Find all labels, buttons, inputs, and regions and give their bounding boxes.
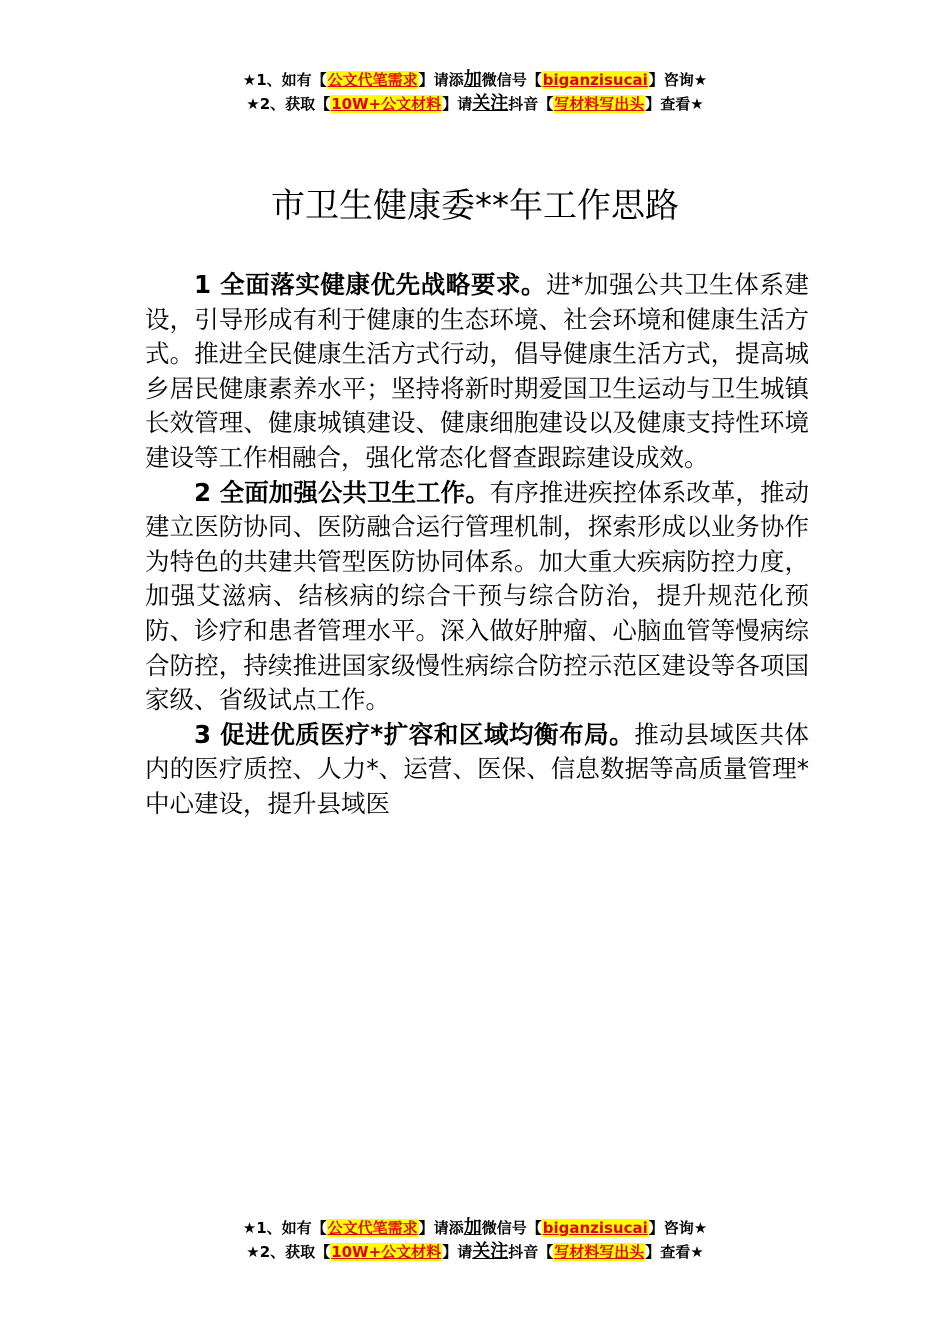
promo-text: 抖音【 xyxy=(508,95,554,113)
promo-text: 】咨询★ xyxy=(648,1219,708,1237)
promo-highlight: biganzisucai xyxy=(542,1219,648,1237)
promo-highlight: biganzisucai xyxy=(542,71,648,89)
promo-line-2 xyxy=(0,92,950,116)
promo-text: 】请添 xyxy=(418,71,464,89)
promo-highlight: 公文代笔需求 xyxy=(327,1219,418,1237)
promo-highlight: 写材料写出头 xyxy=(554,1243,645,1261)
promo-text: 微信号【 xyxy=(481,71,542,89)
paragraph-1 xyxy=(145,268,809,476)
promo-text: 】请 xyxy=(442,1243,473,1261)
promo-text: 】咨询★ xyxy=(648,71,708,89)
paragraph-heading: 3 促进优质医疗*扩容和区域均衡布局。 xyxy=(194,719,635,749)
promo-highlight: 10W+公文材料 xyxy=(331,1243,442,1261)
promo-text: 抖音【 xyxy=(508,1243,554,1261)
paragraph-heading: 2 全面加强公共卫生工作。 xyxy=(194,477,490,507)
paragraph-text: 进*加强公共卫生体系建设，引导形成有利于健康的生态环境、社会环境和健康生活方式。推进全民健康生活方式行动，倡导健康生活方式，提高城乡居民健康素养水平；坚持将新时期爱国卫生运动与卫生城镇长效管理、健康城镇建设、健康细胞建设以及健康支持性环境建设等工作相融合，强化常态化督查跟踪建设成效。 xyxy=(145,270,810,472)
paragraph-text: 有序推进疾控体系改革，推动建立医防协同、医防融合运行管理机制，探索形成以业务协作为特色的共建共管型医防协同体系。加大重大疾病防控力度，加强艾滋病、结核病的综合干预与综合防治，提升规范化预防、诊疗和患者管理水平。深入做好肿瘤、心脑血管等慢病综合防控，持续推进国家级慢性病综合防控示范区建设等各项国家级、省级试点工作。 xyxy=(145,477,810,715)
promo-emphasis: 关注 xyxy=(472,93,509,114)
promo-highlight: 10W+公文材料 xyxy=(331,95,442,113)
promo-text: 】查看★ xyxy=(645,95,704,113)
promo-text: 】请 xyxy=(442,95,473,113)
promo-text: 】请添 xyxy=(418,1219,464,1237)
promo-line-1 xyxy=(0,68,950,92)
promo-text: ★1、如有【 xyxy=(242,71,327,89)
promo-text: 】查看★ xyxy=(645,1243,704,1261)
promo-text: ★2、获取【 xyxy=(246,1243,331,1261)
promo-line-2 xyxy=(0,1240,950,1264)
paragraph-heading: 1 全面落实健康优先战略要求。 xyxy=(194,270,547,299)
promo-highlight: 写材料写出头 xyxy=(554,95,645,113)
paragraph-text: 推动县域医共体内的医疗质控、人力*、运营、医保、信息数据等高质量管理*中心建设，提升县域医 xyxy=(145,719,810,818)
paragraph-3 xyxy=(145,718,809,822)
promo-text: 微信号【 xyxy=(481,1219,542,1237)
promo-banner-bottom xyxy=(0,1216,950,1264)
promo-text: ★2、获取【 xyxy=(246,95,331,113)
paragraph-2 xyxy=(145,476,809,718)
promo-text: ★1、如有【 xyxy=(242,1219,327,1237)
promo-emphasis: 加 xyxy=(463,69,482,90)
promo-emphasis: 加 xyxy=(463,1217,482,1238)
promo-emphasis: 关注 xyxy=(472,1241,509,1262)
document-title: 市卫生健康委**年工作思路 xyxy=(271,186,679,226)
document-body xyxy=(145,268,809,822)
promo-banner-top xyxy=(0,68,950,116)
promo-line-1 xyxy=(0,1216,950,1240)
promo-highlight: 公文代笔需求 xyxy=(327,71,418,89)
